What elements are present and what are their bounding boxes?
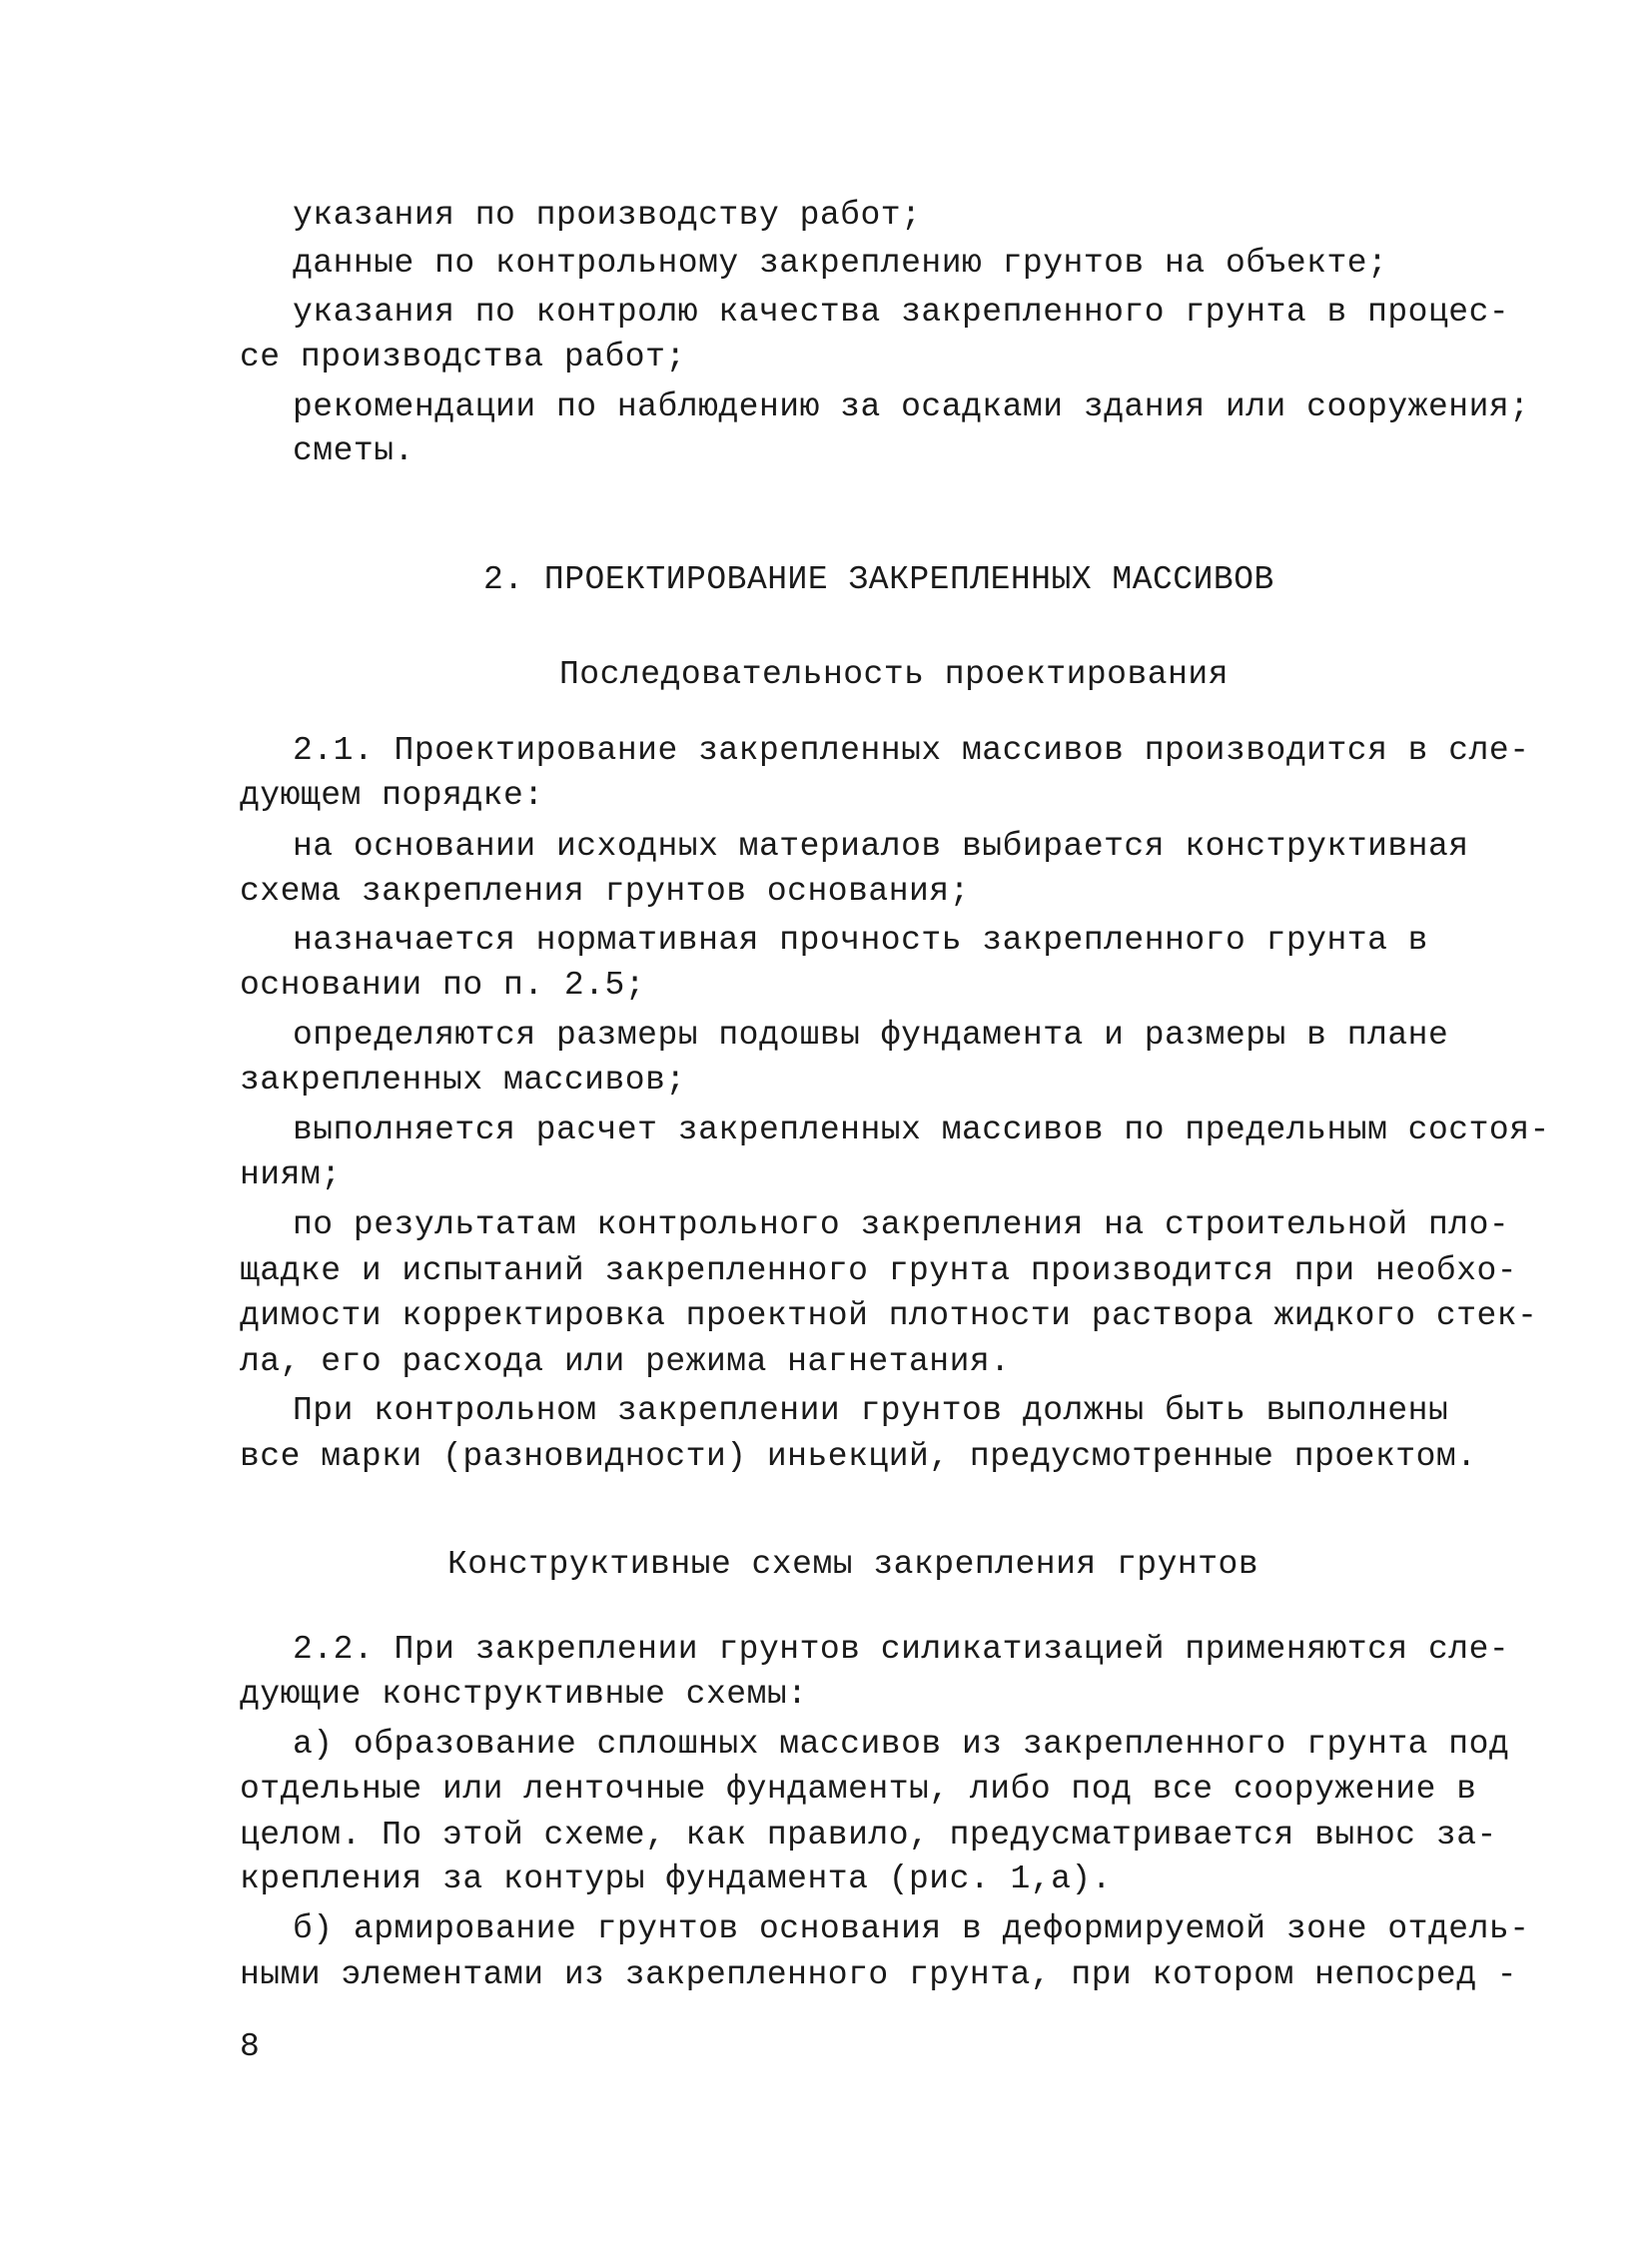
para-2-1-line: щадке и испытаний закрепленного грунта производится при необхо- — [240, 1252, 1518, 1289]
para-2-1-line: дующем порядке: — [240, 777, 544, 814]
para-2-2-line: ными элементами из закрепленного грунта, при котором непосред - — [240, 1956, 1518, 1993]
para-2-1-line: ниям; — [240, 1156, 342, 1193]
para-2-1-line: по результатам контрольного закрепления на строительной пло- — [293, 1206, 1510, 1243]
para-2-1-line: ла, его расхода или режима нагнетания. — [240, 1343, 1011, 1380]
para-2-1-line: все марки (разновидности) иньекций, предусмотренные проектом. — [240, 1438, 1477, 1475]
para-2-2-line: дующие конструктивные схемы: — [240, 1676, 808, 1713]
page-number: 8 — [240, 2028, 261, 2065]
para-2-1-line: назначается нормативная прочность закрепленного грунта в — [293, 922, 1428, 959]
para-2-1-line: определяются размеры подошвы фундамента и размеры в плане — [293, 1017, 1449, 1054]
para-2-1-line: закрепленных массивов; — [240, 1062, 686, 1099]
para-2-2-line: а) образование сплошных массивов из закрепленного грунта под — [293, 1726, 1510, 1763]
para-2-1-line: димости корректировка проектной плотности раствора жидкого стек- — [240, 1297, 1538, 1334]
intro-line: сметы. — [293, 432, 414, 469]
intro-line: се производства работ; — [240, 339, 686, 375]
intro-line: указания по контролю качества закрепленного грунта в процес- — [293, 294, 1510, 331]
intro-line: указания по производству работ; — [293, 197, 922, 234]
para-2-1-line: основании по п. 2.5; — [240, 967, 646, 1004]
para-2-2-line: б) армирование грунтов основания в деформируемой зоне отдель- — [293, 1910, 1530, 1947]
para-2-1-line: выполняется расчет закрепленных массивов по предельным состоя- — [293, 1112, 1550, 1148]
intro-line: рекомендации по наблюдению за осадками здания или сооружения; — [293, 388, 1530, 425]
subtitle-schemes: Конструктивные схемы закрепления грунтов — [447, 1546, 1259, 1583]
para-2-1-line: на основании исходных материалов выбирается конструктивная — [293, 828, 1469, 865]
section-title: 2. ПРОЕКТИРОВАНИЕ ЗАКРЕПЛЕННЫХ МАССИВОВ — [483, 561, 1274, 598]
subtitle-sequence: Последовательность проектирования — [559, 656, 1230, 693]
para-2-1-line: схема закрепления грунтов основания; — [240, 873, 970, 910]
para-2-1-line: При контрольном закреплении грунтов должны быть выполнены — [293, 1392, 1449, 1429]
para-2-2-line: отдельные или ленточные фундаменты, либо под все сооружение в — [240, 1771, 1477, 1808]
para-2-1-line: 2.1. Проектирование закрепленных массивов производится в сле- — [293, 732, 1530, 769]
para-2-2-line: 2.2. При закреплении грунтов силикатизацией применяются сле- — [293, 1631, 1510, 1668]
para-2-2-line: целом. По этой схеме, как правило, предусматривается вынос за- — [240, 1817, 1497, 1854]
intro-line: данные по контрольному закреплению грунтов на объекте; — [293, 245, 1388, 282]
para-2-2-line: крепления за контуры фундамента (рис. 1,а). — [240, 1861, 1113, 1897]
